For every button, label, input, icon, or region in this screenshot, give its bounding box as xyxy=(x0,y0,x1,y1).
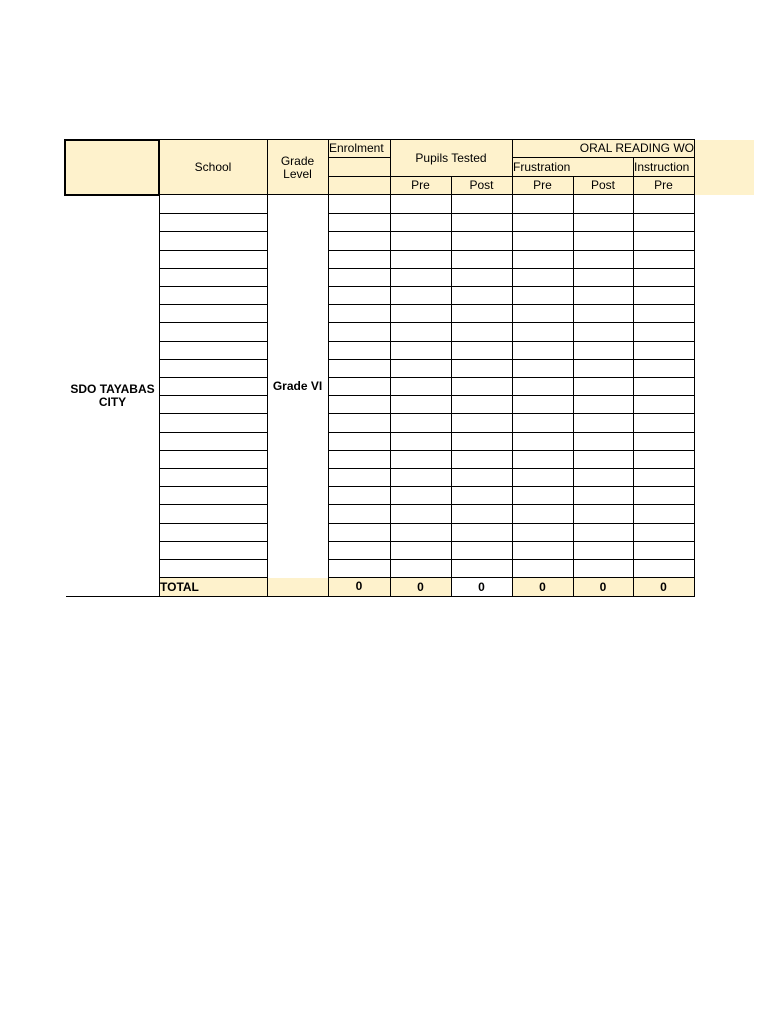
table-row-line xyxy=(328,231,694,232)
division-cell: SDO TAYABAS CITY xyxy=(70,382,155,409)
table-row-line xyxy=(328,268,694,269)
header-border-bottom xyxy=(64,194,159,196)
total-instructional-pre: 0 xyxy=(660,580,667,594)
table-row-line xyxy=(159,250,267,251)
table-col-line xyxy=(159,195,160,597)
header-border-top xyxy=(64,139,159,141)
header-instructional: Instruction xyxy=(634,159,690,174)
table-row-line xyxy=(328,577,694,578)
table-row-line xyxy=(159,213,267,214)
table-row-line xyxy=(328,413,694,414)
header-border-bottom xyxy=(159,194,694,195)
table-row-line xyxy=(159,377,267,378)
table-row-line xyxy=(328,450,694,451)
header-border-divider xyxy=(158,139,160,196)
header-frustration: Frustration xyxy=(513,159,571,174)
table-row-line xyxy=(328,286,694,287)
table-row-line xyxy=(328,504,694,505)
header-frustration-pre: Pre xyxy=(533,178,552,192)
header-tested-pre: Pre xyxy=(411,178,430,192)
header-school: School xyxy=(194,160,232,174)
table-row-line xyxy=(159,359,267,360)
table-row-line xyxy=(159,432,267,433)
table-row-line xyxy=(159,577,267,578)
header-col-line xyxy=(573,176,574,195)
table-row-line xyxy=(328,377,694,378)
header-pupils-tested: Pupils Tested xyxy=(415,150,487,165)
table-row-line xyxy=(328,250,694,251)
total-enrolment: 0 xyxy=(355,579,363,593)
table-col-line xyxy=(694,195,695,597)
table-col-line xyxy=(633,195,634,597)
header-col-line xyxy=(451,176,452,195)
total-frustration-pre: 0 xyxy=(539,580,546,594)
table-row-line xyxy=(328,468,694,469)
table-col-line xyxy=(512,195,513,597)
table-row-line xyxy=(328,395,694,396)
header-row-line xyxy=(328,176,694,177)
table-row-line xyxy=(159,304,267,305)
table-bottom-line xyxy=(66,596,694,597)
table-row-line xyxy=(159,504,267,505)
total-tested-pre: 0 xyxy=(417,580,424,594)
table-row-line xyxy=(328,559,694,560)
header-enrolment: Enrolment xyxy=(329,141,384,155)
table-row-line xyxy=(159,231,267,232)
table-row-line xyxy=(159,559,267,560)
header-tested-post: Post xyxy=(469,178,494,192)
table-row-line xyxy=(328,359,694,360)
table-row-line xyxy=(159,268,267,269)
table-col-line xyxy=(573,195,574,597)
table-row-line xyxy=(159,450,267,451)
total-frustration-post: 0 xyxy=(599,580,607,594)
header-col-line xyxy=(328,139,329,195)
header-frustration-post: Post xyxy=(590,178,615,192)
table-col-line xyxy=(328,195,329,597)
table-row-line xyxy=(328,432,694,433)
table-row-line xyxy=(159,395,267,396)
header-row-line xyxy=(512,157,694,158)
table-col-line xyxy=(451,195,452,597)
header-row-line xyxy=(328,157,390,158)
header-grade-level: Grade Level xyxy=(280,153,315,181)
table-row-line xyxy=(328,322,694,323)
table-row-line xyxy=(328,541,694,542)
table-col-line xyxy=(267,195,268,597)
table-row-line xyxy=(159,341,267,342)
table-col-line xyxy=(390,195,391,597)
header-fill-overflow xyxy=(694,140,754,195)
header-col-line xyxy=(267,139,268,195)
header-border-left xyxy=(64,139,66,196)
table-row-line xyxy=(159,286,267,287)
grade-cell: Grade VI xyxy=(272,379,323,393)
table-row-line xyxy=(328,523,694,524)
header-col-line xyxy=(512,139,513,195)
header-oral-reading: ORAL READING WO xyxy=(579,141,694,155)
table-row-line xyxy=(159,523,267,524)
total-label: TOTAL xyxy=(160,580,199,594)
table-row-line xyxy=(159,413,267,414)
header-border-top xyxy=(159,139,694,140)
header-col-line xyxy=(694,139,695,195)
table-row-line xyxy=(328,341,694,342)
table-row-line xyxy=(328,304,694,305)
table-row-line xyxy=(159,541,267,542)
header-col-line xyxy=(390,139,391,195)
table-row-line xyxy=(328,213,694,214)
table-row-line xyxy=(159,486,267,487)
table-row-line xyxy=(328,486,694,487)
total-tested-post: 0 xyxy=(478,580,485,594)
table-row-line xyxy=(159,322,267,323)
table-row-line xyxy=(159,468,267,469)
header-instructional-pre: Pre xyxy=(654,178,673,192)
